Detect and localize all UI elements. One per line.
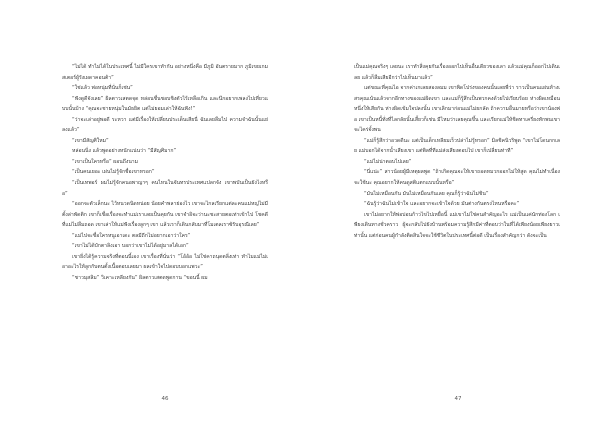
paragraph: หล่อนนิ่ง แล้วพูดอย่างหนักแน่นว่า “มีสัญศิมาก”	[72, 148, 177, 155]
page-number-right: 47	[454, 396, 462, 402]
paragraph: “ออกจะตัวเล็กนะ ไว้หนวดนิดหน่อย น้อยคำพลาย่องไว เขาจะไกลเรียกแต่ละคนแม่หญ่ไม่มีตั้งล่าพัดติก เขาก็เชื่อเรื่องจะทำแม่เราเลยเป็นคุยกัน เขาจำอิจะว่านะชะสายตอเท่าเข้าไป โชคดีที่แม่ไม่ลืมถอด เขาเล่าให้แม่ฟังเรื่องลูกๆ เขา แล้วเราก็เดินกลับมาที่โมเตลเราซ้รับอุรณีเลย”	[62, 201, 269, 229]
paragraph: “เขาเป็นใครหรือ” ผอนถึงนาม	[72, 158, 139, 165]
paragraph: “ว่าจะเล่าอยู่พอดี ระหวา แต่มีเรื่องให้เปลี่ยนประเด็นเสียนี่ ฉันเลยลืมไป ความจำฉันนั้นแย่ลงแล้ว”	[62, 116, 268, 134]
paragraph: “เขาไม่ได้บักตาลิงเอา บอกว่าเขาไม่ได้อยู่มาลได้เอก”	[72, 243, 189, 250]
paragraph: “ชาวมุสลิม” วิเคาะเหลียงกัน” ผิลตาวเสตดพูดกาน “ขอนนี้ ผม	[72, 274, 208, 281]
paragraph: “เป็นเทพอร์ ผมไม่รู้จักคนอพาญาๆ คนไหนในจันทรประเทศแปลกจัง เขาพบันเป็นยังไงหรือ”	[62, 180, 268, 197]
paragraph: เขายิ่งได้รู้ความจริงที่ตอนนี้เอง เขาเรื่องที่นั่นว่า “โอ้อ้อ ไม่ใช่คาถนุดตลิ่งเท่า ทำไมแม่ไม่เอาอะไรให้ลูกกับตนตั้งเนื้อตอบเลยมา ผลเข้าใจไปดอบบอกแพวะ”	[62, 253, 268, 271]
paragraph: “นี่แน่ะ” สาวน้อยผู้มีเหตุผลพูด “ถ้าเกิดคุณจะให้เขาถอดหมวกออกไม่ให้สูด คุณไม่ทำเนื่องจะใช้นะ คุณอยากให้คนดูสติแตกแบบนั้นหรือ”	[354, 169, 560, 187]
page-number-left: 46	[161, 396, 169, 402]
paragraph: “แม่ไปจะชื่อใครหนูเอาเดะ ตลมีถีกไม่อยากเอาว่าใคร”	[72, 232, 191, 239]
right-page-body	[354, 62, 560, 241]
right-page	[300, 0, 600, 434]
paragraph: “แม่ไม่น่าตอบไปเลย”	[364, 158, 412, 165]
left-page-body	[62, 62, 268, 283]
paragraph: “ใช่แล้ว พ่อหนุ่มที่นั่นก็เช่น”	[72, 85, 133, 92]
paragraph: เขาไม่อยากให้พ่อบ่อนก้าวไขไปเหยื่อนี้ แม่เขาไม่ใช่คนสำคัญอะไร แม่เป็นแค่นักท่องโลก เพียงเดินทางชั่วคราว ผู้จะกลับไปยังบ้านพร้อมความรู้สึกมีค่าที่ตอบว่าในที่ได้เพียงน้อยเพียงยาวเท่านั้น แต่ก่อนคนผู้กำลังติดสินใจจะใช้ชีวิตในประเทศนี้ต่อดี เป็นเรื่องสำคัญกว่า ดังจะเป็น	[354, 211, 560, 239]
paragraph: “มันไม่เหมือนกัน มันไม่เหมือนกันเลย คุณก็รู้ว่าฉันไม่ชิน”	[364, 190, 489, 197]
paragraph: เป็นแม่คุณจริงๆ เลยนะ เราทำสิ่งคุยกันเรื่องออกไปเห็นอื่นเดียวของเลา แล้วแม่คุณก็ออกไปเดินเลย แล้วก็ลืมเสียอีกว่าไปเห็นมาแล้ว”	[354, 64, 560, 81]
paragraph: “แม่ก็รู้สึกว่าอวดดีนะ แต่เป็นเด็กเหลียมเร็วปล่าไม่รู้หรอก” มิลชิคนิวริพูด “เขาไม่โดนกกเลย แม่บอกได้จากน้ำเสียงเขา แต่พิลที่ทีแม่ส่งเสียงตอบไป เขาก็เปลี่ยนท่าที”	[354, 137, 560, 155]
paragraph: “เป็นคนเยอะ เผ่นไม่รู้จักชื่อเขาหรอก”	[72, 169, 155, 176]
paragraph: “เขามีสัญศิใหม”	[72, 137, 109, 144]
paragraph: “ฟังดูดีจังเลย” ผิลตาวเสตดจุด หล่อนชื่นชอบชิงตัวไร้เหลือเกิน และนึกอยากเพลงไปเที่ยวแบบนั้นบ้าง “คุณจะชายหนุ่มในมัธยิต แต่ไม่ยอมเล่าให้ฉันฟัง!”	[62, 95, 268, 113]
paragraph: “ฉันรู้ว่าฉันไม่เข้าใจ และอยากจะเข้าใจด้วย มันต่างกันตรงไหนหรือคะ”	[364, 201, 520, 208]
paragraph: แต่ขณะที่คุณไอ จากค่าเกเลยสองลมม เขาพิดโปร่งของคนนั้นเลยพี่ว่า ราวเป็นคนแผ่นห้างเสรคุณเน้นแล้วจากอีกทางของแม่ผิดเขา และแม่ก็รู้สึกเป็นพวกคงด้วยไปเรียบร้อย ห่างผิดเหมือนหนึ่งให้เสียกัน ห่างผิดเข้มใจปลงนั้น เขาเลิกมาก่อนแม่ไม่ยกลัด ถ้าความอื่นมายหรือว่าเขาน้องพ่อ เขาเป็นหนี้ทั่งที่ไลกลัยนั้นเสี้ยวก็เช่น มีไหมว่าเลยคุณขึ้น และเรียกแม่ให้ชิดทาเครี่ยงทักพนเขาจะไคร่จั้งพน	[354, 85, 560, 134]
paragraph: “ไม่ได้ ทำไม่ได้ในประเทศนี้ ไม่มีใครเขาทำกัน อย่างหนึ่งคือ มีภูมิ อันตรายมาก ภูมิเขยเกมสเตอร์ผู้รังเผดาคอนต้า”	[62, 64, 268, 81]
